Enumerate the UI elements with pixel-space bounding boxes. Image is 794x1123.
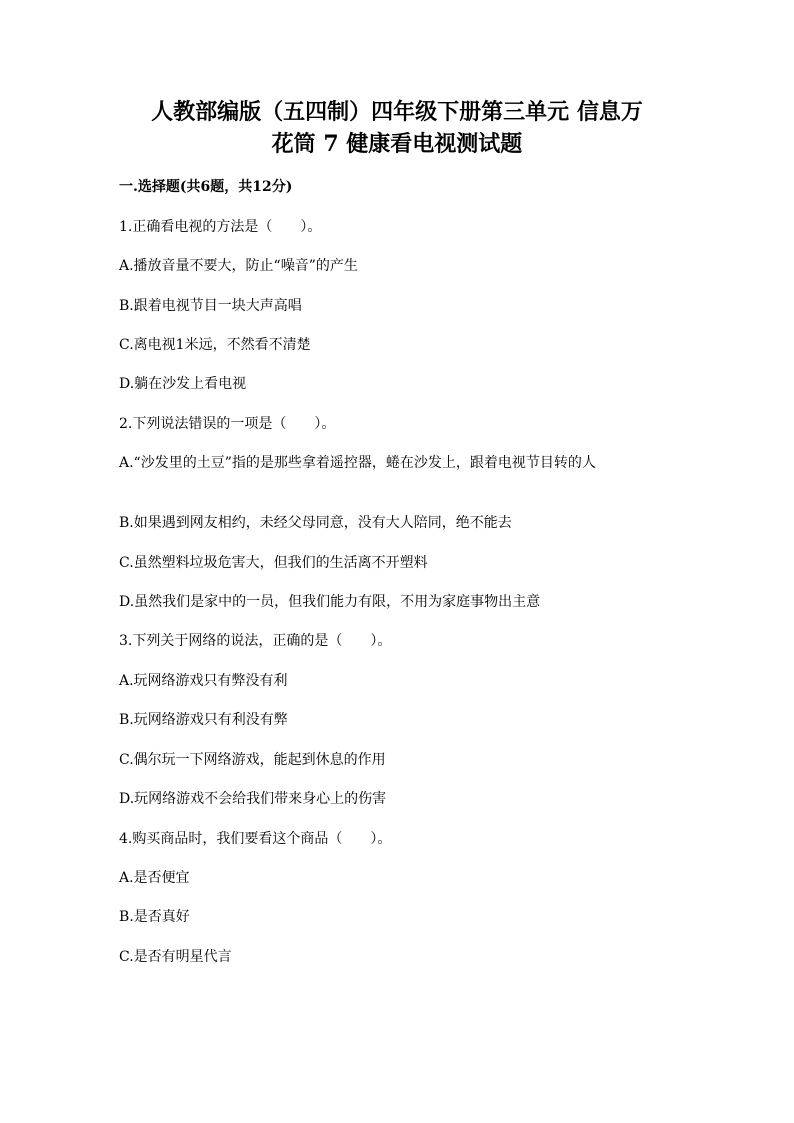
- question-3-option-b: B.玩网络游戏只有利没有弊: [119, 712, 288, 728]
- question-4-option-a: A.是否便宜: [119, 870, 190, 886]
- section-heading: 一.选择题(共6题，共12分): [119, 179, 293, 195]
- question-3-option-c: C.偶尔玩一下网络游戏，能起到休息的作用: [119, 752, 386, 768]
- question-4-option-c: C.是否有明星代言: [119, 949, 232, 965]
- question-2-option-a: A.“沙发里的土豆”指的是那些拿着遥控器，蜷在沙发上，跟着电视节目转的人: [119, 455, 596, 471]
- question-1-option-c: C.离电视1米远，不然看不清楚: [119, 337, 311, 353]
- question-3-stem: 3.下列关于网络的说法，正确的是（ ）。: [119, 633, 392, 649]
- document-title: [110, 96, 684, 160]
- question-1-option-d: D.躺在沙发上看电视: [119, 376, 247, 392]
- title-line-2: 花筒 7 健康看电视测试题: [271, 131, 523, 157]
- question-3-option-d: D.玩网络游戏不会给我们带来身心上的伤害: [119, 791, 387, 807]
- question-1-option-b: B.跟着电视节目一块大声高唱: [119, 298, 302, 314]
- question-4-stem: 4.购买商品时，我们要看这个商品（ ）。: [119, 831, 392, 847]
- question-2-option-c: C.虽然塑料垃圾危害大，但我们的生活离不开塑料: [119, 555, 428, 571]
- question-2-stem: 2.下列说法错误的一项是（ ）。: [119, 416, 336, 432]
- title-line-1: 人教部编版（五四制）四年级下册第三单元 信息万: [151, 99, 643, 125]
- question-3-option-a: A.玩网络游戏只有弊没有利: [119, 673, 288, 689]
- question-1-stem: 1.正确看电视的方法是（ ）。: [119, 219, 322, 235]
- question-4-option-b: B.是否真好: [119, 909, 190, 925]
- question-2-option-b: B.如果遇到网友相约，未经父母同意，没有大人陪同，绝不能去: [119, 515, 512, 531]
- question-1-option-a: A.播放音量不要大，防止“噪音”的产生: [119, 258, 358, 274]
- question-2-option-d: D.虽然我们是家中的一员，但我们能力有限，不用为家庭事物出主意: [119, 594, 541, 610]
